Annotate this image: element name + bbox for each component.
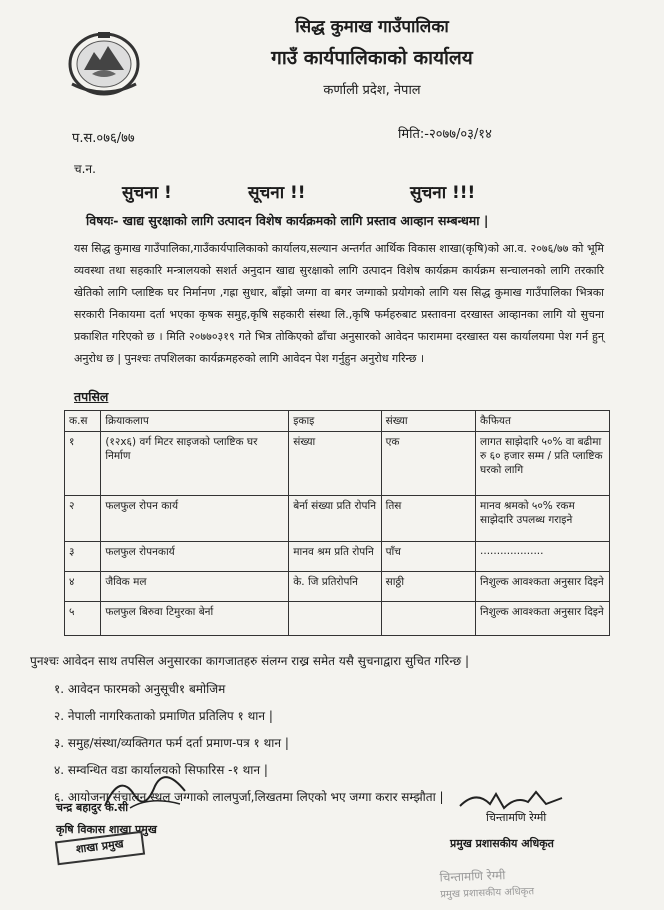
table-row	[65, 432, 610, 496]
notice-word-2: सूचना !!	[248, 183, 306, 203]
cell-remarks: निशुल्क आवश्कता अनुसार दिइने	[476, 572, 610, 602]
cell-remarks: लागत साझेदारि ५०% वा बढीमा रु ६० हजार सम्म / प्रति प्लाष्टिक घरको लागि	[476, 432, 610, 496]
section-head-stamp: शाखा प्रमुख	[55, 831, 145, 866]
cell-quantity: पाँच	[381, 542, 475, 572]
schedule-title: तपसिल	[74, 389, 109, 404]
cell-sn: २	[65, 496, 101, 542]
cell-remarks: मानव श्रमको ५०% रकम साझेदारि उपलब्ध गराइने	[476, 496, 610, 542]
header-activity: क्रियाकलाप	[101, 411, 289, 432]
cell-unit: मानव श्रम प्रति रोपनि	[289, 542, 381, 572]
left-signatory-title: कृषि विकास शाखा प्रमुख	[56, 823, 157, 836]
officer-stamp-name: चिन्तामणि रेग्मी	[439, 868, 506, 885]
right-signatory-name: चिन्तामणि रेग्मी	[486, 811, 547, 824]
cell-sn: ५	[65, 602, 101, 636]
cell-sn: ३	[65, 542, 101, 572]
cell-remarks: निशुल्क आवश्कता अनुसार दिइने	[476, 602, 610, 636]
requirement-item: ४. सम्वन्धित वडा कार्यालयको सिफारिस -१ थान |	[54, 763, 268, 777]
cell-activity: फलफुल रोपन कार्य	[101, 496, 289, 542]
postscript: पुनश्चः आवेदन साथ तपसिल अनुसारका कागजातहरु संलग्न राख्र समेत यसै सुचनाद्वारा सुचित गरिन्छ |	[30, 654, 470, 668]
office-name: गाउँ कार्यपालिकाको कार्यालय	[271, 47, 473, 69]
cell-activity: फलफुल बिरुवा टिमुरका बेर्ना	[101, 602, 289, 636]
header-quantity: संख्या	[381, 411, 475, 432]
header-unit: इकाइ	[289, 411, 381, 432]
cell-activity: जैविक मल	[101, 572, 289, 602]
cell-sn: १	[65, 432, 101, 496]
requirement-item: ६. आयोजना संचालन स्थल जग्गाको लालपुर्जा,लिखतमा लिएको भए जग्गा करार सम्झौता |	[54, 790, 444, 804]
header-remarks: कैफियत	[476, 411, 610, 432]
cell-sn: ४	[65, 572, 101, 602]
municipality-name: सिद्ध कुमाख गाउँपालिका	[295, 17, 449, 37]
dispatch-number: च.न.	[74, 162, 96, 176]
letter-date: मिति:-२०७७/०३/१४	[398, 127, 492, 142]
cell-unit: के. जि प्रतिरोपनि	[289, 572, 381, 602]
cell-activity: फलफुल रोपनकार्य	[101, 542, 289, 572]
cell-remarks: ...................	[476, 542, 610, 572]
officer-stamp-title: प्रमुख प्रशासकीय अधिकृत	[440, 886, 535, 901]
table-row	[65, 496, 610, 542]
subject-line: विषयः- खाद्य सुरक्षाको लागि उत्पादन विशेष कार्यक्रमको लागि प्रस्ताव आव्हान सम्बन्धमा |	[86, 213, 489, 228]
cell-activity: (१२x६) वर्ग मिटर साइजको प्लाष्टिक घर निर्माण	[101, 432, 289, 496]
left-signatory-name: चन्द्र बहादुर के.सी	[56, 801, 129, 814]
cell-unit	[289, 602, 381, 636]
header-sn: क.स	[65, 411, 101, 432]
notice-word-1: सुचना !	[122, 183, 172, 203]
cell-quantity: तिस	[381, 496, 475, 542]
letter-number: प.स.०७६/७७	[72, 131, 135, 146]
officer-stamp	[439, 864, 580, 909]
cell-quantity	[381, 602, 475, 636]
cell-unit: बेर्ना संख्या प्रति रोपनि	[289, 496, 381, 542]
requirement-item: १. आवेदन फारमको अनुसूची१ बमोजिम	[54, 682, 226, 696]
notice-word-3: सुचना !!!	[410, 183, 476, 203]
cell-quantity: साठ्ठी	[381, 572, 475, 602]
cell-unit: संख्या	[289, 432, 381, 496]
cell-quantity: एक	[381, 432, 475, 496]
table-row	[65, 542, 610, 572]
table-row	[65, 602, 610, 636]
right-signatory-title: प्रमुख प्रशासकीय अधिकृत	[450, 837, 554, 850]
table-header-row	[65, 411, 610, 432]
requirement-item: ३. समुह/संस्था/व्यक्तिगत फर्म दर्ता प्रमाण-पत्र १ थान |	[54, 736, 289, 750]
requirement-item: २. नेपाली नागरिकताको प्रमाणित प्रतिलिप १ थान |	[54, 709, 273, 723]
notice-body: यस सिद्ध कुमाख गाउँपालिका,गाउँकार्यपालिकाको कार्यालय,सल्यान अन्तर्गत आर्थिक विकास शाखा(कृषि)को आ.व. २०७६/७७ को भूमि व्यवस्था तथा सहकारि मन्त्रालयको सशर्त अनुदान खाद्य सुरक्षाको लागि उत्पादन विशेष कार्यक्रम कार्यक्रम सन्चालनको लागि तरकारि खेतिको लागि प्लाष्टिक घर निर्मानण ,गह्रा सुधार, बाँझो जग्गा वा बगर जग्गाको प्रयोगको लागि यस सिद्ध कुमाख गाउँपालिका भित्रका सरकारी निकायमा दर्ता भएका कृषक समुह,कृषि सहकारी संस्था लि.,कृषि फर्महरुबाट प्रस्तावना दरखास्त आव्हानका लागि यो सुचना प्रकाशित गरिएको छ । मिति २०७७०३१९ गते भित्र तोकिएको ढाँचा अनुसारको आवेदन फाराममा दरखास्त यस कार्यालयमा पेश गर्न हुन् अनुरोध छ | पुनश्चः तपशिलका कार्यक्रमहरुको लागि आवेदन पेश गर्नुहुन अनुरोध गरिन्छ ।	[74, 242, 604, 365]
table-row	[65, 572, 610, 602]
province-name: कर्णाली प्रदेश, नेपाल	[323, 83, 421, 98]
schedule-table	[64, 410, 610, 636]
